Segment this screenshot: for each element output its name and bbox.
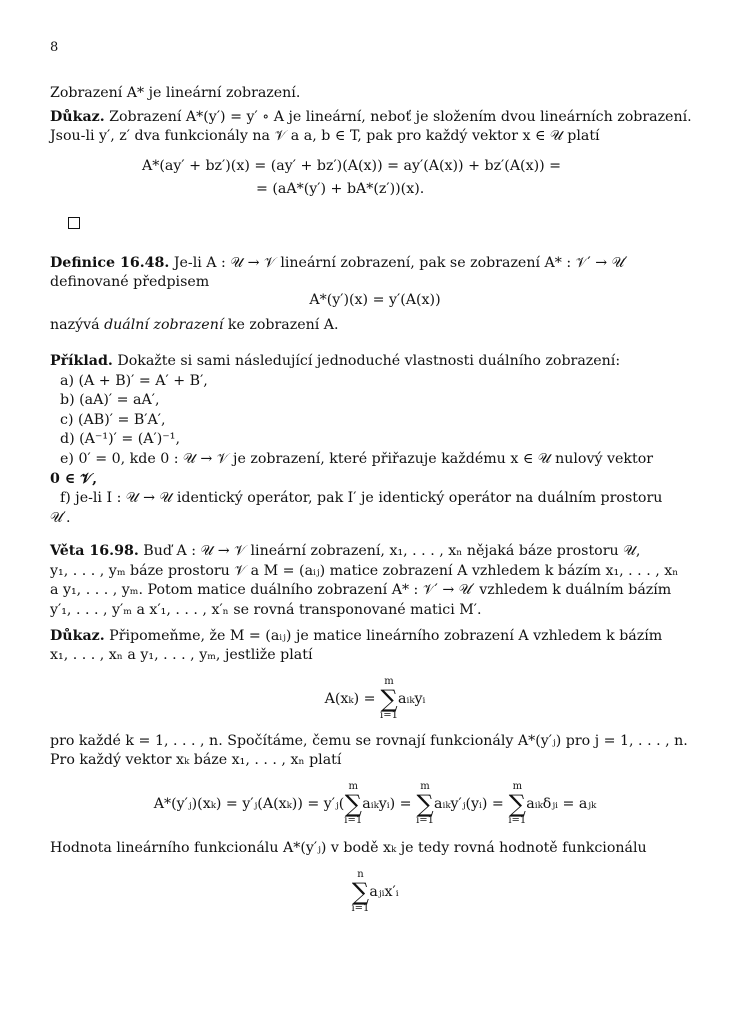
proof2-line-3: pro každé k = 1, . . . , n. Spočítáme, čemu se rovnají funkcionály A*(y′ⱼ) pro j = 1, . . . , n.: [50, 732, 688, 749]
qed-square-icon: [68, 217, 80, 229]
page-number: 8: [50, 40, 59, 55]
sum-operator: m ∑ i=1: [344, 781, 363, 827]
definition-line-2: definované předpisem: [50, 274, 210, 291]
proof-text: Zobrazení A*(y′) = y′ ∘ A je lineární, neboť je složením dvou lineárních zobrazení.: [104, 108, 692, 125]
definition-text: Je-li A : 𝒰 → 𝒱 lineární zobrazení, pak se zobrazení A* : 𝒱′ → 𝒰′: [169, 254, 628, 271]
sum-operator: m ∑ i=1: [508, 781, 527, 827]
proof2-line-4: Pro každý vektor xₖ báze x₁, . . . , xₙ platí: [50, 752, 342, 769]
theorem-line-4: y′₁, . . . , y′ₘ a x′₁, . . . , x′ₙ se rovná transponované matici M′.: [50, 602, 482, 619]
equation-3-part-2: aᵢₖyᵢ) =: [362, 796, 417, 813]
example-item-b: b) (aA)′ = aA′,: [60, 392, 160, 409]
equation-3-part-4: aᵢₖδⱼᵢ = aⱼₖ: [526, 796, 597, 813]
sum-operator: n ∑ i=1: [351, 868, 370, 914]
example-item-e-cont: 0 ∈ 𝒱,: [50, 470, 98, 487]
example-label: Příklad.: [50, 352, 113, 369]
example-text: Dokažte si sami následující jednoduché vlastnosti duálního zobrazení:: [112, 352, 621, 369]
equation-2-left: A(xₖ) =: [324, 690, 381, 707]
equation-3: [50, 781, 700, 827]
example-item-c: c) (AB)′ = B′A′,: [60, 411, 166, 428]
example-item-a: a) (A + B)′ = A′ + B′,: [60, 372, 208, 389]
proof2-line-2: x₁, . . . , xₙ a y₁, . . . , yₘ, jestliže platí: [50, 647, 313, 664]
proof2-line-5: Hodnota lineárního funkcionálu A*(y′ⱼ) v bodě xₖ je tedy rovná hodnotě funkcionálu: [50, 840, 647, 857]
definition-line-3: [50, 316, 700, 336]
equation-3-part-3: aᵢₖy′ⱼ(yᵢ) =: [434, 796, 509, 813]
example-item-f: f) je-li I : 𝒰 → 𝒰 identický operátor, pak I′ je identický operátor na duálním prostoru: [60, 490, 663, 507]
equation-4-right: aⱼᵢx′ᵢ: [369, 883, 399, 900]
example-item-d: d) (A⁻¹)′ = (A′)⁻¹,: [60, 431, 180, 448]
definition-label: Definice 16.48.: [50, 254, 170, 271]
definition-term: duální zobrazení: [104, 317, 224, 334]
example-line: [50, 352, 700, 372]
example-item-e: e) 0′ = 0, kde 0 : 𝒰 → 𝒱 je zobrazení, které přiřazuje každému x ∈ 𝒰 nulový vektor: [60, 450, 654, 467]
theorem-line-1: [50, 542, 700, 562]
proof2-text-1: Připomeňme, že M = (aᵢⱼ) je matice lineárního zobrazení A vzhledem k bázím: [104, 627, 663, 644]
equation-1b: = (aA*(y′) + bA*(z′))(x).: [256, 181, 425, 198]
theorem-label: Věta 16.98.: [50, 543, 139, 560]
definition-text-3c: ke zobrazení A.: [223, 317, 339, 334]
equation-2-right: aᵢₖyᵢ: [398, 690, 426, 707]
equation-1a: A*(ay′ + bz′)(x) = (ay′ + bz′)(A(x)) = ay′(A(x)) + bz′(A(x)) =: [142, 157, 562, 174]
definition-equation: A*(y′)(x) = y′(A(x)): [309, 291, 441, 308]
theorem-text-1: Buď A : 𝒰 → 𝒱 lineární zobrazení, x₁, . . . , xₙ nějaká báze prostoru 𝒰,: [138, 543, 641, 560]
proof2-line-1: [50, 627, 700, 647]
theorem-line-2: y₁, . . . , yₘ báze prostoru 𝒱 a M = (aᵢⱼ) matice zobrazení A vzhledem k bázím x₁, . . . , xₙ: [50, 562, 679, 579]
equation-2: [50, 676, 700, 722]
definition-text-3a: nazývá: [50, 317, 105, 334]
page-content: [50, 40, 700, 915]
proof2-label: Důkaz.: [50, 627, 105, 644]
equation-4: [50, 869, 700, 915]
proof-label: Důkaz.: [50, 108, 105, 125]
proof-line-2: Jsou-li y′, z′ dva funkcionály na 𝒱 a a, b ∈ T, pak pro každý vektor x ∈ 𝒰 platí: [50, 128, 600, 145]
statement-line: Zobrazení A* je lineární zobrazení.: [50, 85, 301, 101]
equation-3-part-1: A*(y′ⱼ)(xₖ) = y′ⱼ(A(xₖ)) = y′ⱼ(: [153, 796, 345, 813]
theorem-line-3: a y₁, . . . , yₘ. Potom matice duálního zobrazení A* : 𝒱′ → 𝒰′ vzhledem k duálním bázím: [50, 582, 672, 599]
sum-operator: m ∑ i=1: [380, 675, 398, 721]
proof-paragraph: [50, 108, 700, 128]
sum-operator: m ∑ i=1: [416, 781, 435, 827]
example-item-f-cont: 𝒰′.: [50, 509, 71, 526]
equation-block-1: [50, 157, 700, 200]
definition-line-1: [50, 254, 700, 274]
